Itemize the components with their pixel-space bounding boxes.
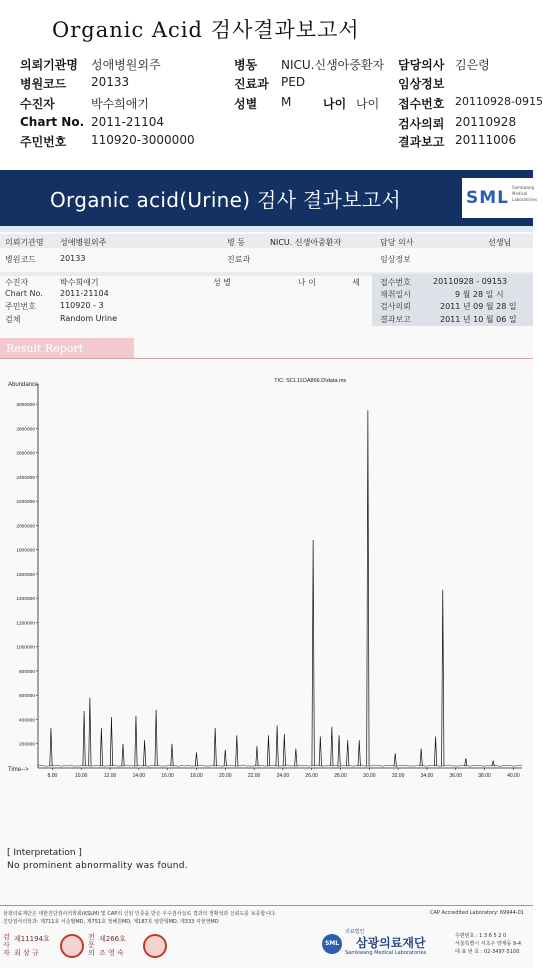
scanned-report (0, 170, 538, 968)
peak-12 (214, 728, 216, 766)
x-axis-label: Time--> (8, 767, 29, 773)
p-label-sex: 성 별 (213, 278, 231, 287)
label-ward: 병동 (234, 58, 258, 72)
org-name: 삼광의료재단 (356, 936, 426, 950)
p-value-receipt: 20110928 - 09153 (433, 277, 508, 286)
x-tick-label: 32.00 (391, 773, 405, 779)
peak-21 (319, 736, 321, 766)
p-label-id: 주민번호 (5, 302, 36, 311)
page-title: Organic Acid 검사결과보고서 (52, 18, 360, 42)
p-value-specimen: Random Urine (60, 314, 118, 323)
interpretation-label: [ Interpretation ] (7, 848, 82, 858)
y-tick-label: 2400000 (16, 475, 35, 481)
x-tick-label: 18.00 (190, 773, 203, 779)
label-sex: 성별 (234, 97, 258, 111)
x-tick-label: 22.00 (247, 773, 261, 779)
peak-8 (143, 740, 145, 766)
peak-29 (434, 736, 436, 766)
peak-30 (442, 590, 444, 766)
patient-info-table (0, 170, 533, 330)
peak-27 (394, 753, 396, 766)
x-tick-label: 28.00 (334, 773, 347, 779)
x-tick-label: 40.00 (507, 773, 520, 779)
x-tick-label: 34.00 (420, 773, 434, 779)
peak-18 (283, 734, 285, 766)
footer-note-1: 삼광의료재단은 대한진단검사의학회(KSLM) 및 CAP의 신임 인증을 받은 우수검사실로 결과의 정확성과 신뢰도를 보증합니다. (3, 911, 277, 917)
peak-23 (338, 735, 340, 766)
p-label-client: 의뢰기관명 (5, 238, 44, 247)
p-value-collect: 9 월 28 일 시 (455, 290, 504, 299)
y-axis-label: Abundance (8, 382, 39, 388)
x-tick-label: 20.00 (219, 773, 232, 779)
peak-3 (89, 698, 91, 767)
org-name-en: Samkwang Medical Laboratories (345, 950, 427, 956)
org-postcode: 우편번호 : 1 3 6 5 2 0 (455, 933, 507, 939)
peak-4 (100, 728, 102, 766)
p-value-name: 박수희애기 (60, 278, 99, 287)
p-value-ward: NICU. 신생아중환자 (270, 238, 342, 247)
y-tick-label: 2800000 (16, 427, 35, 433)
peak-2 (83, 711, 85, 766)
header-info-grid (0, 0, 543, 165)
chart-title: TIC: SCL11OA866.D\data.ms (274, 378, 347, 384)
p-label-ward: 병 동 (227, 238, 245, 247)
p-label-age: 나 이 (298, 278, 316, 287)
value-request-date: 20110928 (455, 115, 517, 129)
value-age: 나이 (356, 97, 380, 111)
label-report-date: 결과보고 (398, 135, 445, 149)
org-address: 서울특별시 서초구 양재동 9-4 (455, 941, 522, 947)
x-tick-label: 30.00 (363, 773, 376, 779)
value-sex: M (281, 95, 292, 109)
logo-sub-3: Laboratories (512, 197, 538, 202)
y-tick-label: 3000000 (16, 403, 35, 409)
value-patient: 박수희애기 (91, 97, 149, 111)
x-tick-label: 24.00 (276, 773, 290, 779)
seal-stamp-1 (60, 934, 84, 958)
result-report-rule (0, 358, 533, 359)
p-value-code: 20133 (60, 254, 86, 263)
label-clinical-info: 임상정보 (398, 77, 445, 91)
label-dept: 진료과 (234, 77, 269, 91)
seal-stamp-2 (143, 934, 167, 958)
p-label-request: 검사의뢰 (380, 302, 411, 311)
logo-sub-1: Samkwang (512, 185, 534, 190)
label-chart-no: Chart No. (20, 115, 85, 129)
value-receipt-no: 20110928-0915 (455, 95, 543, 108)
value-report-date: 20111006 (455, 133, 517, 147)
footer-note-2: 진단검사의학과: 제711호 서순범MD, 제751호 정혜원MD, 제187호 엄한혁MD, 제333 지현영MD (3, 919, 219, 925)
org-phone: 대 표 번 호 : 02-3497-5100 (455, 949, 520, 955)
p-label-chart: Chart No. (5, 289, 43, 298)
p-label-doctor: 담당 의사 (380, 238, 414, 247)
result-report-tab (0, 338, 134, 358)
y-tick-label: 1000000 (16, 645, 35, 651)
stamp1-name: 최 삼 규 (14, 949, 39, 957)
peak-10 (171, 744, 173, 766)
peak-19 (295, 749, 297, 767)
y-tick-label: 2600000 (16, 451, 35, 457)
p-value-report: 2011 년 10 월 06 일 (440, 315, 517, 324)
peak-16 (267, 735, 269, 766)
y-tick-label: 1200000 (16, 621, 35, 627)
x-tick-label: 16.00 (161, 773, 174, 779)
stamp2-name: 조 영 숙 (99, 949, 124, 957)
x-tick-label: 8.00 (47, 773, 58, 779)
peak-22 (331, 727, 333, 766)
y-tick-label: 1800000 (16, 548, 35, 554)
value-resident-no: 110920-3000000 (91, 133, 195, 147)
y-tick-label: 600000 (18, 694, 35, 700)
peak-24 (347, 740, 349, 766)
label-client: 의뢰기관명 (20, 58, 78, 72)
y-tick-label: 400000 (18, 718, 35, 724)
y-tick-label: 800000 (18, 669, 35, 675)
peak-13 (224, 750, 226, 766)
result-report-title: Result Report (6, 342, 84, 355)
y-tick-label: 1600000 (16, 572, 35, 578)
p-label-clinical: 임상정보 (380, 255, 411, 264)
p-value-doctor: 선생님 (488, 238, 512, 247)
peak-14 (236, 735, 238, 766)
value-client: 성애병원외주 (91, 58, 161, 72)
p-value-client: 성애병원외주 (60, 238, 107, 247)
peak-17 (276, 726, 278, 767)
report-banner-title: Organic acid(Urine) 검사 결과보고서 (50, 188, 402, 212)
label-resident-no: 주민번호 (20, 135, 67, 149)
sml-logo-text: SML (466, 188, 509, 208)
p-label-dept: 진료과 (227, 255, 251, 264)
p-label-specimen: 검체 (5, 315, 21, 324)
peak-28 (420, 749, 422, 767)
p-label-report: 결과보고 (380, 315, 411, 324)
footer-cap: CAP Accredited Laboratory: 69944-01 (430, 910, 524, 916)
peak-20 (312, 540, 314, 766)
stamp1-no: 제11194호 (14, 935, 50, 943)
label-doctor: 담당의사 (398, 58, 445, 72)
value-doctor: 김은령 (455, 58, 490, 72)
stamp2-no: 제266호 (99, 935, 126, 943)
p-value-chart: 2011-21104 (60, 289, 109, 298)
x-tick-label: 36.00 (449, 773, 462, 779)
p-value-age: 세 (352, 278, 360, 287)
x-tick-label: 14.00 (132, 773, 146, 779)
footer-rule (0, 905, 533, 906)
y-tick-label: 200000 (18, 742, 35, 748)
chromatogram-chart (0, 368, 533, 808)
label-request-date: 검사의뢰 (398, 117, 445, 131)
p-label-name: 수진자 (5, 278, 29, 287)
stamp2-label: 전문의 (88, 933, 95, 957)
y-tick-label: 2000000 (16, 524, 35, 530)
samkwang-logo-icon: SML (322, 934, 342, 954)
peak-15 (256, 746, 258, 766)
stamp1-label: 검사자 (3, 933, 10, 957)
p-label-receipt: 접수번호 (380, 278, 411, 287)
org-tag: 의료법인 (345, 929, 365, 935)
label-patient: 수진자 (20, 97, 55, 111)
peak-7 (135, 716, 137, 766)
value-ward: NICU.신생아중환자 (281, 58, 385, 72)
p-value-id: 110920 - 3 (60, 301, 104, 310)
peak-1 (50, 728, 52, 766)
p-label-code: 병원코드 (5, 255, 36, 264)
label-hospital-code: 병원코드 (20, 77, 67, 91)
label-age: 나이 (323, 97, 347, 111)
x-tick-label: 12.00 (103, 773, 117, 779)
peak-11 (195, 752, 197, 766)
x-tick-label: 10.00 (74, 773, 88, 779)
y-tick-label: 1400000 (16, 597, 35, 603)
x-tick-label: 38.00 (478, 773, 491, 779)
peak-31 (465, 758, 467, 766)
peak-5 (110, 717, 112, 766)
peak-6 (122, 744, 124, 766)
logo-sub-2: Medical (512, 191, 528, 196)
peak-25 (358, 740, 360, 766)
value-dept: PED (281, 75, 306, 89)
y-tick-label: 2200000 (16, 500, 35, 506)
value-hospital-code: 20133 (91, 75, 130, 89)
peak-9 (155, 710, 157, 766)
p-value-request: 2011 년 09 월 28 일 (440, 302, 517, 311)
peak-26 (367, 410, 369, 766)
x-tick-label: 26.00 (305, 773, 318, 779)
report-header (0, 0, 543, 165)
interpretation-text: No prominent abnormality was found. (7, 861, 188, 871)
value-chart-no: 2011-21104 (91, 115, 165, 129)
label-receipt-no: 접수번호 (398, 97, 445, 111)
p-label-collect: 채취일시 (380, 290, 411, 299)
